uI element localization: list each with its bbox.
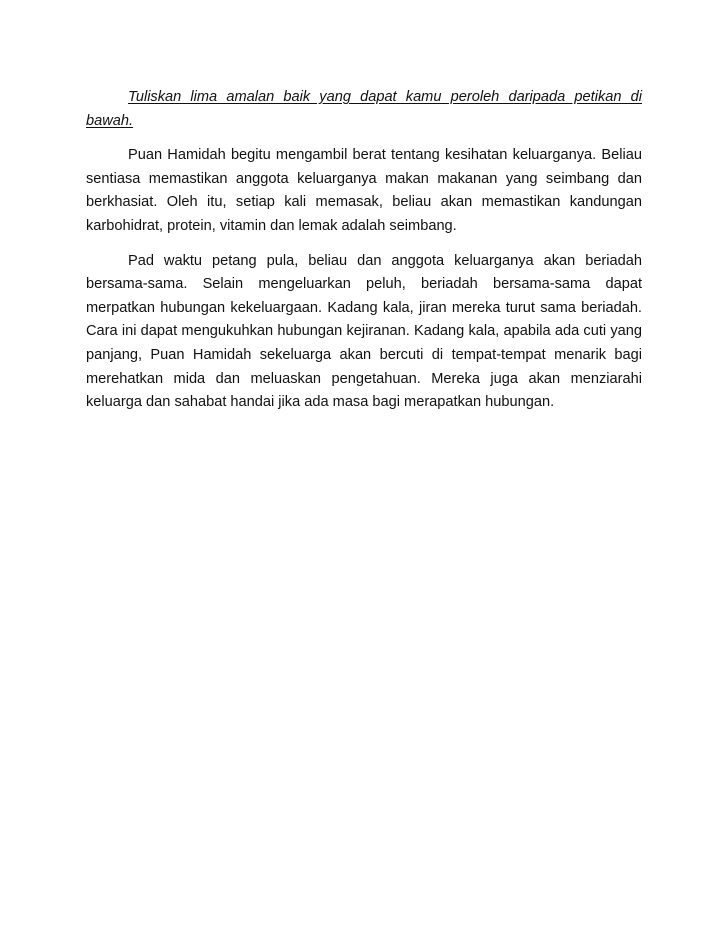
document-body [86,86,642,426]
paragraph-2: Pad waktu petang pula, beliau dan anggota keluarganya akan beriadah bersama-sama. Selain mengeluarkan peluh, beriadah bersama-sama dapat merpatkan hubungan kekeluargaan. Kadang kala, jiran mereka turut sama beriadah. Cara ini dapat mengukuhkan hubungan kejiranan. Kadang kala, apabila ada cuti yang panjang, Puan Hamidah sekeluarga akan bercuti di tempat-tempat menarik bagi merehatkan mida dan meluaskan pengetahuan. Mereka juga akan menziarahi keluarga dan sahabat handai jika ada masa bagi merapatkan hubungan. [86,252,642,411]
instruction-text: Tuliskan lima amalan baik yang dapat kamu peroleh daripada petikan di bawah. [86,89,642,129]
paragraph-1: Puan Hamidah begitu mengambil berat tentang kesihatan keluarganya. Beliau sentiasa memastikan anggota keluarganya makan makanan yang seimbang dan berkhasiat. Oleh itu, setiap kali memasak, beliau akan memastikan kandungan karbohidrat, protein, vitamin dan lemak adalah seimbang. [86,147,642,234]
